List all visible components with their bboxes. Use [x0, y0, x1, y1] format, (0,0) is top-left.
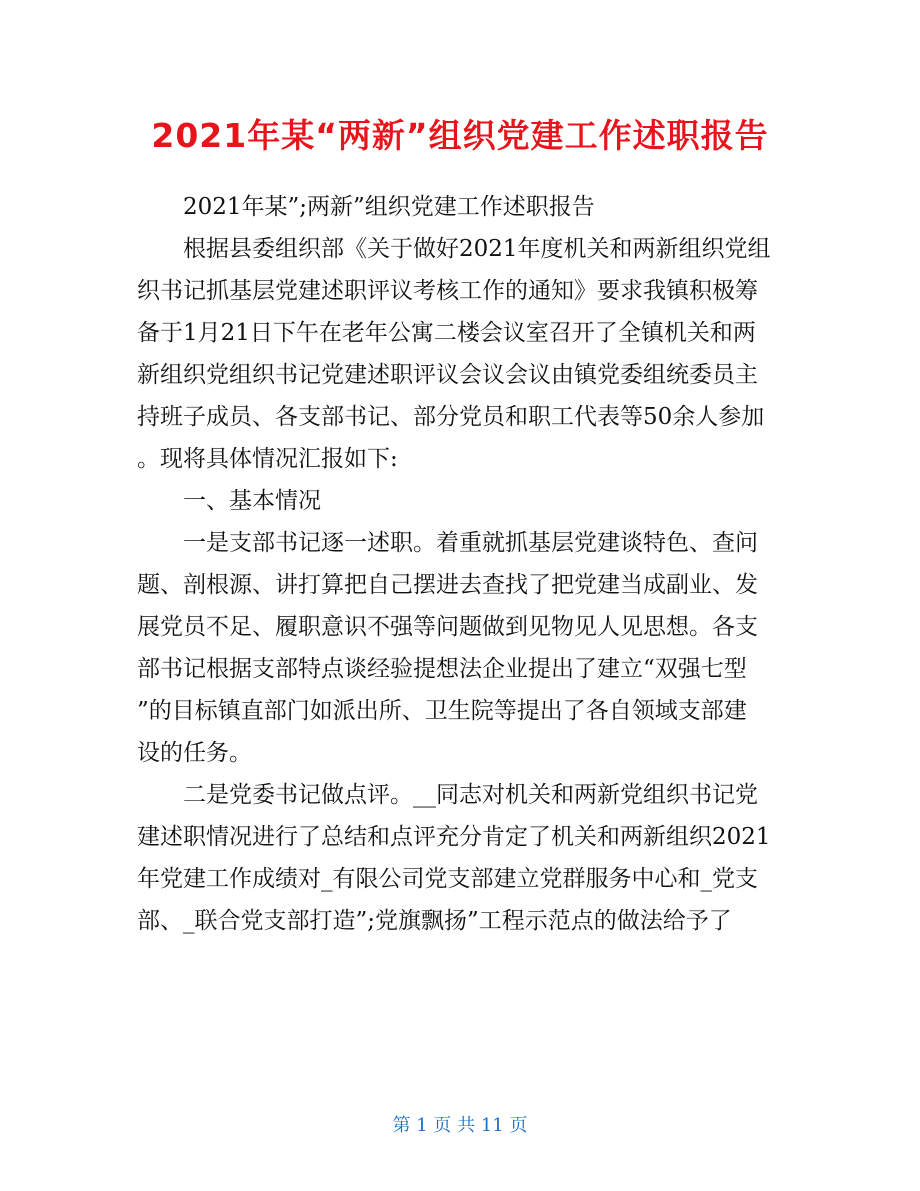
paragraph-line: 根据县委组织部《关于做好2021年度机关和两新组织党组: [183, 236, 771, 262]
paragraph-line: 二是党委书记做点评。__同志对机关和两新党组织书记党: [183, 782, 758, 808]
paragraph-line: 部、_联合党支部打造”;党旗飘扬”工程示范点的做法给予了: [137, 908, 732, 934]
paragraph-line: 设的任务。: [137, 740, 252, 766]
paragraph-line: 年党建工作成绩对_有限公司党支部建立党群服务中心和_党支: [137, 866, 758, 892]
paragraph-line: 织书记抓基层党建述职评议考核工作的通知》要求我镇积极筹: [137, 278, 758, 304]
paragraph-line: 建述职情况进行了总结和点评充分肯定了机关和两新组织2021: [137, 824, 771, 850]
paragraph-line: 持班子成员、各支部书记、部分党员和职工代表等50余人参加: [137, 404, 765, 430]
paragraph-line: 部书记根据支部特点谈经验提想法企业提出了建立“双强七型: [137, 656, 747, 682]
paragraph-line: 题、剖根源、讲打算把自己摆进去查找了把党建当成副业、发: [137, 572, 758, 598]
paragraph-line: 展党员不足、履职意识不强等问题做到见物见人见思想。各支: [137, 614, 758, 640]
page-footer: 第 1 页 共 11 页: [392, 1115, 528, 1136]
paragraph-line: 备于1月21日下午在老年公寓二楼会议室召开了全镇机关和两: [137, 320, 756, 346]
paragraph-line: 2021年某”;两新”组织党建工作述职报告: [183, 194, 595, 220]
paragraph-line: 一是支部书记逐一述职。着重就抓基层党建谈特色、查问: [183, 530, 758, 556]
document-title: 2021年某“两新”组织党建工作述职报告: [151, 116, 769, 155]
section-heading: 一、基本情况: [183, 488, 321, 514]
paragraph-line: 。现将具体情况汇报如下:: [137, 446, 398, 472]
paragraph-line: 新组织党组织书记党建述职评议会议会议由镇党委组统委员主: [137, 362, 758, 388]
document-body: [137, 186, 789, 942]
paragraph-line: ”的目标镇直部门如派出所、卫生院等提出了各自领域支部建: [137, 698, 747, 724]
